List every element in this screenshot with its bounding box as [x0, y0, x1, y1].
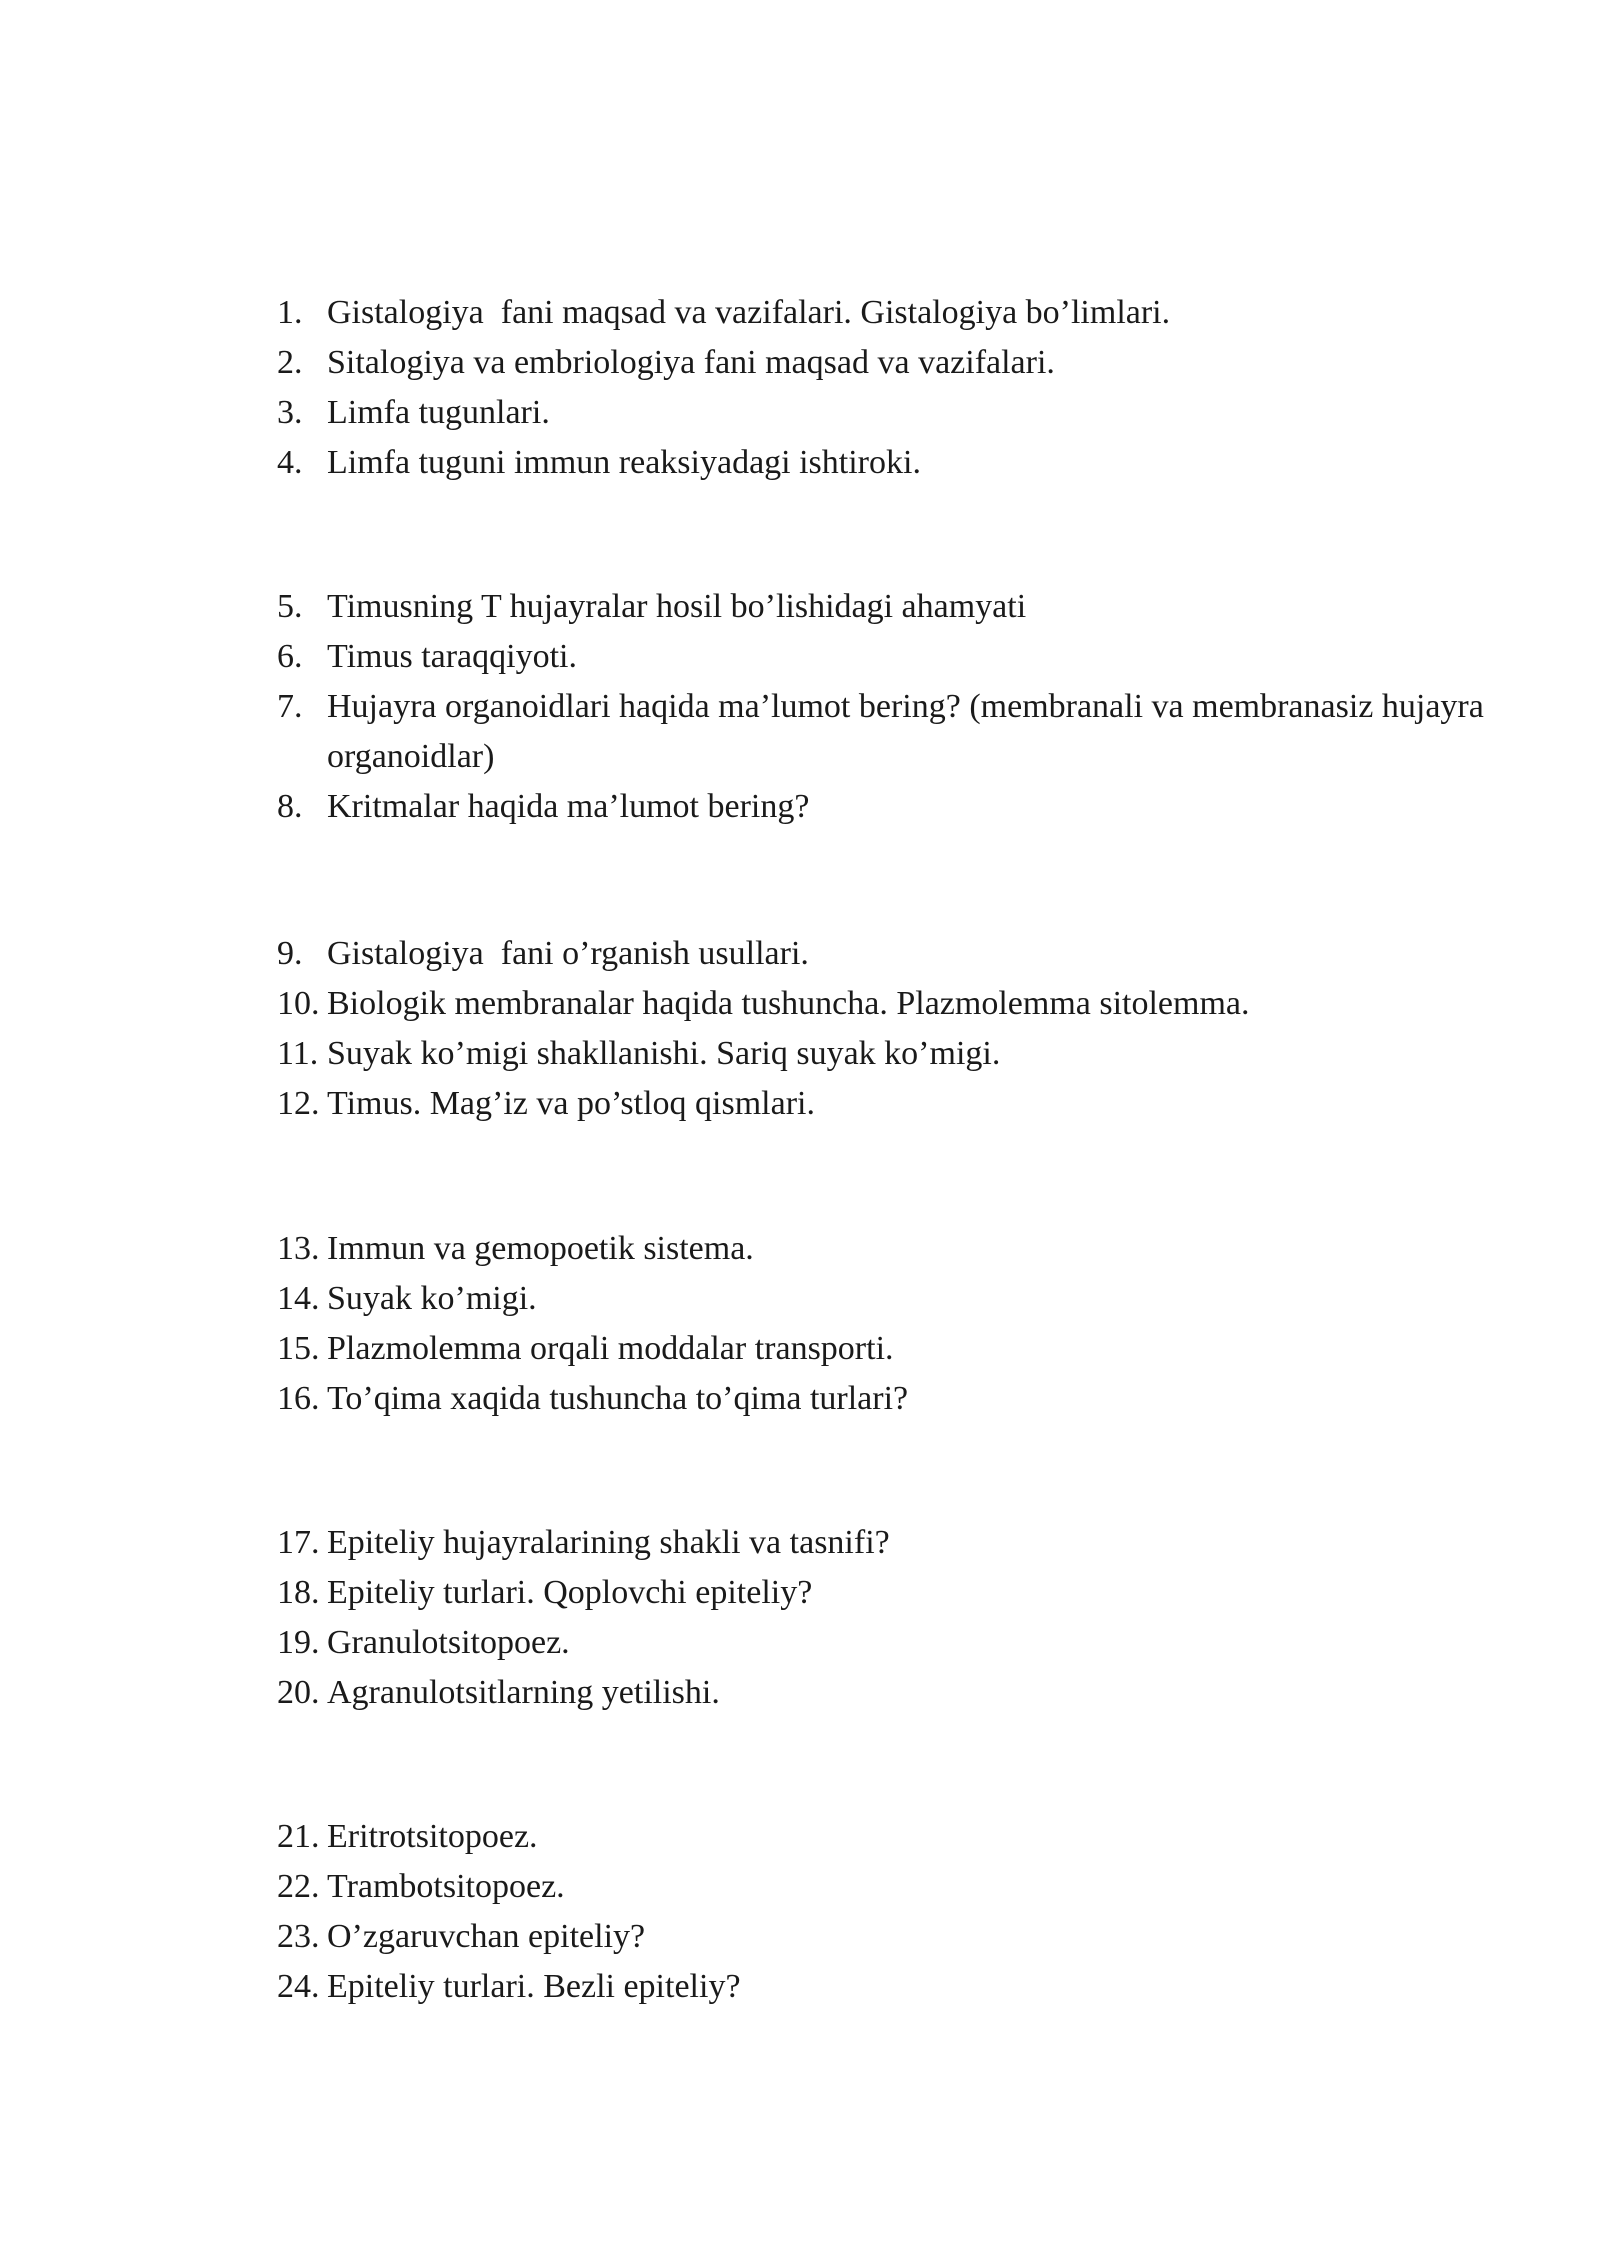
list-item — [277, 682, 1517, 782]
list-item — [277, 1618, 1517, 1668]
item-number: 14. — [277, 1280, 320, 1317]
list-item — [277, 782, 1517, 832]
question-group-1 — [277, 288, 1517, 488]
item-text: Biologik membranalar haqida tushuncha. Plazmolemma sitolemma. — [327, 985, 1250, 1022]
list-item — [277, 1668, 1517, 1718]
item-number: 7. — [277, 688, 303, 725]
list-item — [277, 582, 1517, 632]
item-number: 23. — [277, 1918, 320, 1955]
question-group-4 — [277, 1224, 1517, 1424]
list-item — [277, 338, 1517, 388]
item-number: 18. — [277, 1574, 320, 1611]
item-text: Epiteliy turlari. Bezli epiteliy? — [327, 1968, 741, 2005]
item-number: 24. — [277, 1968, 320, 2005]
item-number: 16. — [277, 1380, 320, 1417]
list-item — [277, 438, 1517, 488]
item-number: 11. — [277, 1035, 319, 1072]
list-item — [277, 979, 1517, 1029]
item-text: Sitalogiya va embriologiya fani maqsad va vazifalari. — [327, 344, 1055, 381]
list-item — [277, 1324, 1517, 1374]
list-item — [277, 1912, 1517, 1962]
list-item — [277, 1224, 1517, 1274]
item-text: Immun va gemopoetik sistema. — [327, 1230, 754, 1267]
item-number: 21. — [277, 1818, 320, 1855]
item-text: Gistalogiya fani o’rganish usullari. — [327, 935, 809, 972]
item-number: 2. — [277, 344, 303, 381]
list-item — [277, 1029, 1517, 1079]
item-number: 10. — [277, 985, 320, 1022]
item-number: 22. — [277, 1868, 320, 1905]
item-text: Granulotsitopoez. — [327, 1624, 570, 1661]
list-item — [277, 1568, 1517, 1618]
list-item — [277, 1862, 1517, 1912]
item-number: 19. — [277, 1624, 320, 1661]
item-number: 3. — [277, 394, 303, 431]
item-number: 8. — [277, 788, 303, 825]
list-item — [277, 388, 1517, 438]
list-item — [277, 929, 1517, 979]
item-text: Limfa tugunlari. — [327, 394, 550, 431]
item-number: 17. — [277, 1524, 320, 1561]
list-item — [277, 1518, 1517, 1568]
item-number: 13. — [277, 1230, 320, 1267]
question-group-2 — [277, 582, 1517, 832]
item-text: Limfa tuguni immun reaksiyadagi ishtiroki. — [327, 444, 921, 481]
list-item — [277, 288, 1517, 338]
list-item — [277, 1079, 1517, 1129]
item-text: O’zgaruvchan epiteliy? — [327, 1918, 646, 1955]
item-number: 5. — [277, 588, 303, 625]
item-number: 20. — [277, 1674, 320, 1711]
list-item — [277, 1812, 1517, 1862]
item-number: 15. — [277, 1330, 320, 1367]
item-number: 9. — [277, 935, 303, 972]
item-text: Timus. Mag’iz va po’stloq qismlari. — [327, 1085, 815, 1122]
item-number: 6. — [277, 638, 303, 675]
item-text: To’qima xaqida tushuncha to’qima turlari? — [327, 1380, 909, 1417]
item-text: Epiteliy turlari. Qoplovchi epiteliy? — [327, 1574, 813, 1611]
item-text: Suyak ko’migi. — [327, 1280, 537, 1317]
item-text: Timusning T hujayralar hosil bo’lishidagi ahamyati — [327, 588, 1027, 625]
item-number: 12. — [277, 1085, 320, 1122]
list-item — [277, 1962, 1517, 2012]
item-text: Eritrotsitopoez. — [327, 1818, 538, 1855]
question-group-6 — [277, 1812, 1517, 2012]
question-group-3 — [277, 929, 1517, 1129]
item-text: Timus taraqqiyoti. — [327, 638, 577, 675]
item-text: Hujayra organoidlari haqida ma’lumot bering? (membranali va membranasiz hujayra organoidlar) — [327, 688, 1493, 775]
list-item — [277, 1274, 1517, 1324]
item-number: 1. — [277, 294, 303, 331]
item-text: Kritmalar haqida ma’lumot bering? — [327, 788, 810, 825]
item-text: Plazmolemma orqali moddalar transporti. — [327, 1330, 894, 1367]
item-text: Gistalogiya fani maqsad va vazifalari. Gistalogiya bo’limlari. — [327, 294, 1171, 331]
item-text: Suyak ko’migi shakllanishi. Sariq suyak ko’migi. — [327, 1035, 1001, 1072]
list-item — [277, 1374, 1517, 1424]
item-text: Agranulotsitlarning yetilishi. — [327, 1674, 720, 1711]
question-group-5 — [277, 1518, 1517, 1718]
item-text: Epiteliy hujayralarining shakli va tasnifi? — [327, 1524, 890, 1561]
item-text: Trambotsitopoez. — [327, 1868, 565, 1905]
item-number: 4. — [277, 444, 303, 481]
list-item — [277, 632, 1517, 682]
